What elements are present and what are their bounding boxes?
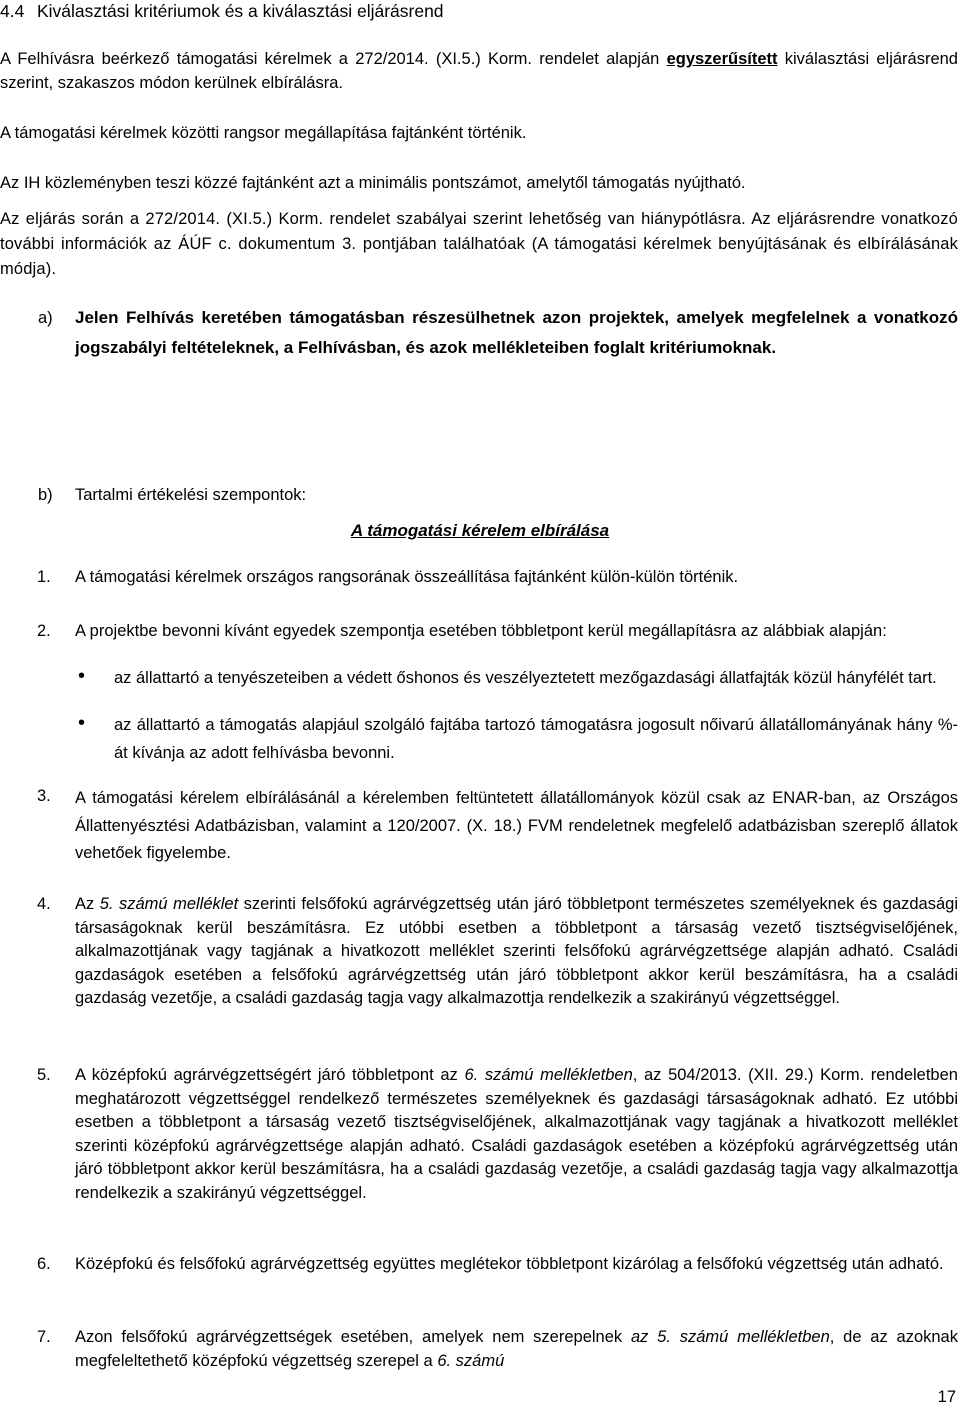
heading-title: Kiválasztási kritériumok és a kiválasztási eljárásrend <box>37 1 444 21</box>
item-b-label: b) <box>38 486 53 504</box>
list-text: Az 5. számú melléklet szerinti felsőfokú agrárvégzettség után járó többletpont természetes személyeknek és gazdasági társaságoknak kerül beszámításra. Ez utóbbi esetben a többletpont a társaság vezető tisztségviselőjének, alkalmazottjának vagy tagjának a hivatkozott melléklet szerinti felsőfokú agrárvégzettsége alapján adható. Családi gazdaságok esetében a felsőfokú agrárvégzettség után járó többletpont akkor kerül beszámításra, ha a családi gazdaság vezetője, a családi gazdaság tagja vagy alkalmazottja rendelkezik a szakirányú végzettséggel. <box>75 895 958 1007</box>
list-number: 3. <box>37 787 51 805</box>
list-number: 4. <box>37 895 51 913</box>
list-number: 1. <box>37 568 51 586</box>
list-number: 7. <box>37 1328 51 1346</box>
paragraph-1: A Felhívásra beérkező támogatási kérelmek a 272/2014. (XI.5.) Korm. rendelet alapján egyszerűsített kiválasztási eljárásrend szerint, szakaszos módon kerülnek elbírálásra. <box>0 50 958 92</box>
annex-reference: 6. számú <box>437 1351 505 1370</box>
bullet-text: az állattartó a támogatás alapjául szolgáló fajtába tartozó támogatásra jogosult nőivarú állatállományának hány %-át kívánja az adott felhívásba bevonni. <box>114 716 958 762</box>
section-title: A támogatási kérelem elbírálása <box>350 521 610 540</box>
emphasis-egyszerusitett: egyszerűsített <box>666 50 778 68</box>
page-number: 17 <box>937 1388 956 1406</box>
bullet-icon: • <box>78 665 86 687</box>
list-number: 6. <box>37 1255 51 1273</box>
item-b-text: Tartalmi értékelési szempontok: <box>75 486 307 504</box>
paragraph-2: A támogatási kérelmek közötti rangsor megállapítása fajtánként történik. <box>0 124 527 142</box>
bullet-text: az állattartó a tenyészeteiben a védett őshonos és veszélyeztetett mezőgazdasági állatfajták közül hányfélét tart. <box>114 669 937 687</box>
bullet-icon: • <box>78 712 86 734</box>
list-text: A támogatási kérelmek országos rangsorának összeállítása fajtánként külön-külön történik. <box>75 568 739 586</box>
paragraph-3: Az IH közleményben teszi közzé fajtánként azt a minimális pontszámot, amelytől támogatás nyújtható. <box>0 174 746 192</box>
annex-reference: 5. számú melléklet <box>99 895 239 913</box>
paragraph-4: Az eljárás során a 272/2014. (XI.5.) Korm. rendelet szabályai szerint lehetőség van hiánypótlásra. Az eljárásrendre vonatkozó további információk az ÁÚF c. dokumentum 3. pontjában találhatóak (A támogatási kérelmek benyújtásának és elbírálásának módja). <box>0 210 958 278</box>
list-number: 5. <box>37 1066 51 1084</box>
list-text: A középfokú agrárvégzettségért járó többletpont az 6. számú mellékletben, az 504/2013. (XII. 29.) Korm. rendeletben meghatározott végzettséggel rendelkező természetes személyeknek és gazdasági társaságoknak adható. Ez utóbbi esetben a többletpont a társaság vezető tisztségviselőjének, alkalmazottjának vagy tagjának a hivatkozott melléklet szerinti középfokú agrárvégzettsége alapján adható. Családi gazdaságok esetében a középfokú agrárvégzettség után járó többletpont akkor kerül beszámításra, ha a családi gazdaság vezetője, a családi gazdaság tagja vagy alkalmazottja rendelkezik a szakirányú végzettséggel. <box>75 1066 958 1202</box>
list-text: A projektbe bevonni kívánt egyedek szempontja esetében többletpont kerül megállapításra az alábbiak alapján: <box>75 622 887 640</box>
item-a-text: Jelen Felhívás keretében támogatásban részesülhetnek azon projektek, amelyek megfelelnek a vonatkozó jogszabályi feltételeknek, a Felhívásban, és azok mellékleteiben foglalt kritériumoknak. <box>75 308 958 357</box>
item-a-label: a) <box>38 309 53 327</box>
list-number: 2. <box>37 622 51 640</box>
list-text: Azon felsőfokú agrárvégzettségek esetében, amelyek nem szerepelnek az 5. számú mellékletben, de az azoknak megfeleltethető középfokú végzettség szerepel a 6. számú <box>75 1328 958 1370</box>
annex-reference: az 5. számú mellékletben <box>630 1328 830 1346</box>
heading-number: 4.4 <box>0 1 25 21</box>
list-text: Középfokú és felsőfokú agrárvégzettség együttes meglétekor többletpont kizárólag a felsőfokú végzettség után adható. <box>75 1255 944 1273</box>
list-text: A támogatási kérelem elbírálásánál a kérelemben feltüntetett állatállományok közül csak az ENAR-ban, az Országos Állattenyésztési Adatbázisban, valamint a 120/2007. (X. 18.) FVM rendeletnek megfelelő adatbázisban szereplő állatok vehetőek figyelembe. <box>75 789 958 862</box>
annex-reference: 6. számú mellékletben <box>464 1066 633 1084</box>
